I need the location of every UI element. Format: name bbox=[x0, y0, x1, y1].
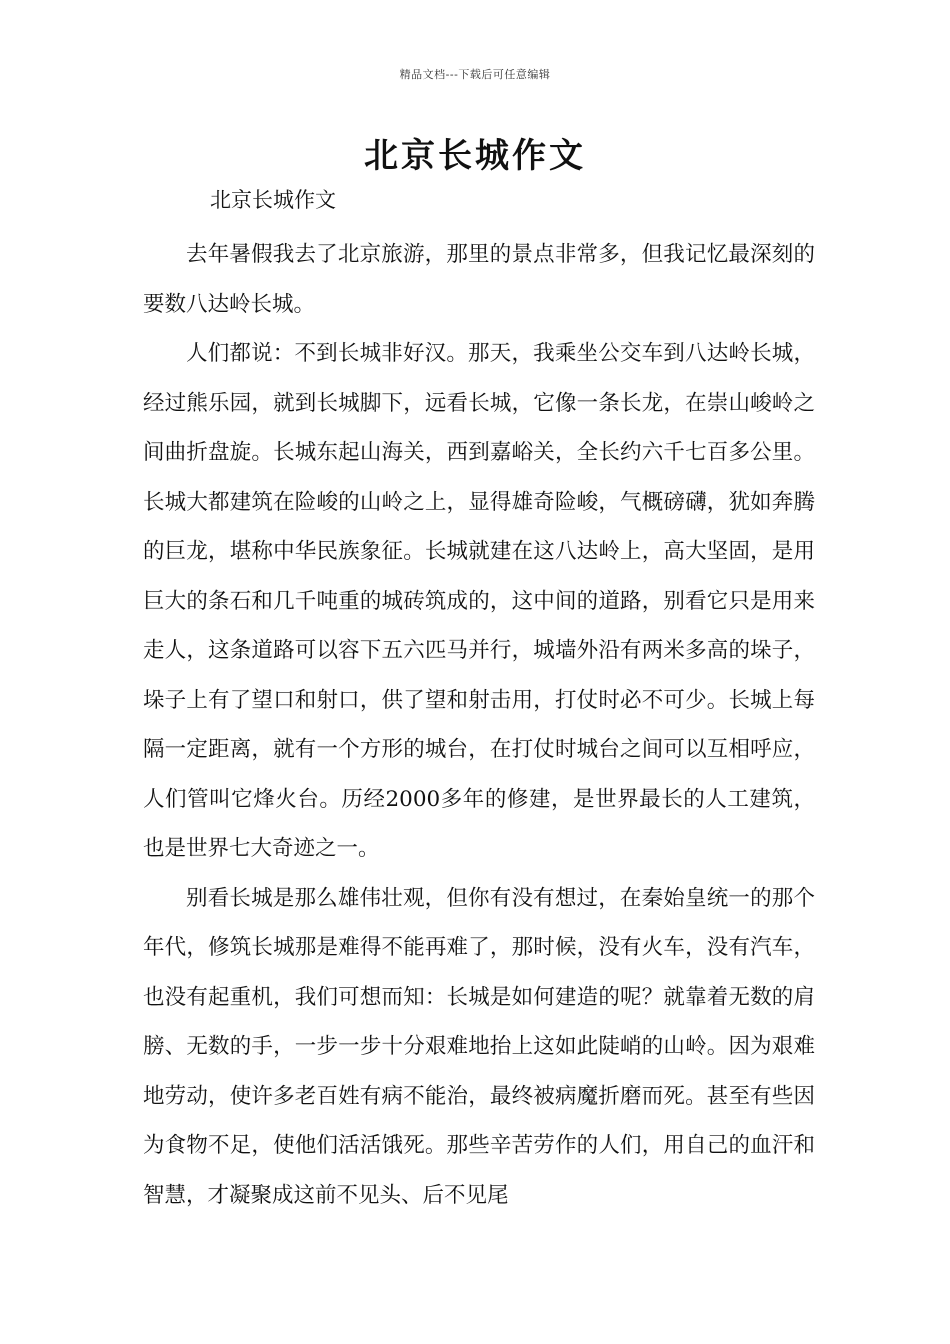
document-body bbox=[143, 230, 815, 1220]
document-title: 北京长城作文 bbox=[364, 136, 586, 176]
paragraph-3: 别看长城是那么雄伟壮观，但你有没有想过，在秦始皇统一的那个年代，修筑长城那是难得不能再难了，那时候，没有火车，没有汽车，也没有起重机，我们可想而知：长城是如何建造的呢？就靠着无数的肩膀、无数的手，一步一步十分艰难地抬上这如此陡峭的山岭。因为艰难地劳动，使许多老百姓有病不能治，最终被病魔折磨而死。甚至有些因为食物不足，使他们活活饿死。那些辛苦劳作的人们，用自己的血汗和智慧，才凝聚成这前不见头、后不见尾 bbox=[143, 885, 815, 1208]
paragraph-1: 去年暑假我去了北京旅游，那里的景点非常多，但我记忆最深刻的要数八达岭长城。 bbox=[143, 242, 815, 317]
header-note: 精品文档---下载后可任意编辑 bbox=[399, 68, 551, 81]
document-subtitle: 北京长城作文 bbox=[210, 188, 336, 212]
paragraph-2: 人们都说：不到长城非好汉。那天，我乘坐公交车到八达岭长城，经过熊乐园，就到长城脚下，远看长城，它像一条长龙，在崇山峻岭之间曲折盘旋。长城东起山海关，西到嘉峪关，全长约六千七百多公里。长城大都建筑在险峻的山岭之上，显得雄奇险峻，气概磅礴，犹如奔腾的巨龙，堪称中华民族象征。长城就建在这八达岭上，高大坚固，是用巨大的条石和几千吨重的城砖筑成的，这中间的道路，别看它只是用来走人，这条道路可以容下五六匹马并行，城墙外沿有两米多高的垛子，垛子上有了望口和射口，供了望和射击用，打仗时必不可少。长城上每隔一定距离，就有一个方形的城台，在打仗时城台之间可以互相呼应，人们管叫它烽火台。历经2000多年的修建，是世界最长的人工建筑，也是世界七大奇迹之一。 bbox=[143, 341, 815, 861]
